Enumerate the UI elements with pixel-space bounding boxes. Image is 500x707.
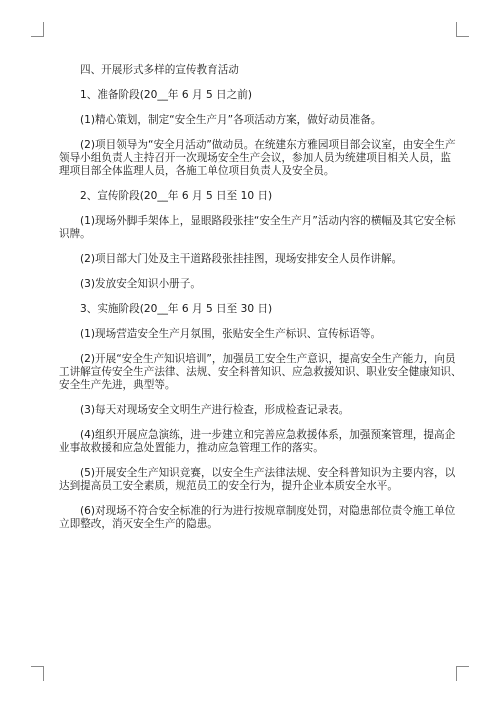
text-line: 工讲解宣传安全生产法律、法规、安全科普知识、应急救援知识、职业安全健康知识、 — [59, 366, 462, 378]
paragraph — [59, 467, 456, 493]
text-line: 领导小组负责人主持召开一次现场安全生产会议，参加人员为统建项目相关人员，监 — [59, 152, 451, 164]
text-line: (2)开展“安全生产知识培训”，加强员工安全生产意识，提高安全生产能力，向员 — [80, 353, 456, 365]
text-line: (5)开展安全生产知识竞赛，以安全生产法律法规、安全科普知识为主要内容，以 — [80, 467, 456, 479]
paragraph — [59, 505, 456, 531]
paragraph — [59, 429, 456, 455]
paragraph — [59, 303, 440, 316]
crop-mark-bottom-left — [31, 666, 44, 681]
paragraph — [59, 190, 440, 203]
text-line: 2、宣传阶段(20__年 6 月 5 日至 10 日) — [80, 190, 273, 202]
document-body — [59, 64, 462, 531]
text-line: 达到提高员工安全素质，规范员工的安全行为，提升企业本质安全水平。 — [59, 480, 398, 492]
text-line: 业事故救援和应急处置能力，推动应急管理工作的落实。 — [59, 442, 324, 454]
paragraph — [59, 404, 440, 417]
text-line: (2)项目部大门处及主干道路段张挂挂图，现场安排安全人员作讲解。 — [80, 253, 403, 265]
text-line: (6)对现场不符合安全标准的行为进行按规章制度处罚，对隐患部位责令施工单位 — [80, 505, 456, 517]
crop-mark-top-right — [456, 22, 469, 37]
crop-mark-top-left — [31, 22, 44, 37]
paragraph — [59, 64, 440, 77]
text-line: (3)每天对现场安全文明生产进行检查，形成检查记录表。 — [80, 404, 350, 416]
text-line: 理项目部全体监理人员，各施工单位项目负责人及安全员。 — [59, 165, 335, 177]
text-line: (4)组织开展应急演练，进一步建立和完善应急救援体系，加强预案管理，提高企 — [80, 429, 456, 441]
paragraph — [59, 89, 440, 102]
text-line: (1)精心策划，制定“安全生产月”各项活动方案，做好动员准备。 — [80, 114, 382, 126]
crop-mark-bottom-right — [456, 666, 469, 681]
paragraph — [59, 278, 440, 291]
paragraph — [59, 114, 440, 127]
text-line: 四、开展形式多样的宣传教育活动 — [80, 64, 239, 76]
paragraph — [59, 353, 462, 392]
text-line: (3)发放安全知识小册子。 — [80, 278, 201, 290]
text-line: (1)现场营造安全生产月氛围，张贴安全生产标识、宣传标语等。 — [80, 328, 382, 340]
text-line: (1)现场外脚手架体上，显眼路段张挂“安全生产月”活动内容的横幅及其它安全标 — [80, 215, 456, 227]
paragraph — [59, 253, 440, 266]
paragraph — [59, 215, 456, 241]
text-line: 立即整改，消灭安全生产的隐患。 — [59, 518, 218, 530]
text-line: 识牌。 — [59, 228, 91, 240]
text-line: 1、准备阶段(20__年 6 月 5 日之前) — [80, 89, 252, 101]
text-line: (2)项目领导为“安全月活动”做动员。在统建东方雅园项目部会议室，由安全生产 — [80, 139, 456, 151]
text-line: 3、实施阶段(20__年 6 月 5 日至 30 日) — [80, 303, 273, 315]
paragraph — [59, 328, 440, 341]
paragraph — [59, 139, 456, 178]
text-line: 安全生产先进，典型等。 — [59, 379, 176, 391]
